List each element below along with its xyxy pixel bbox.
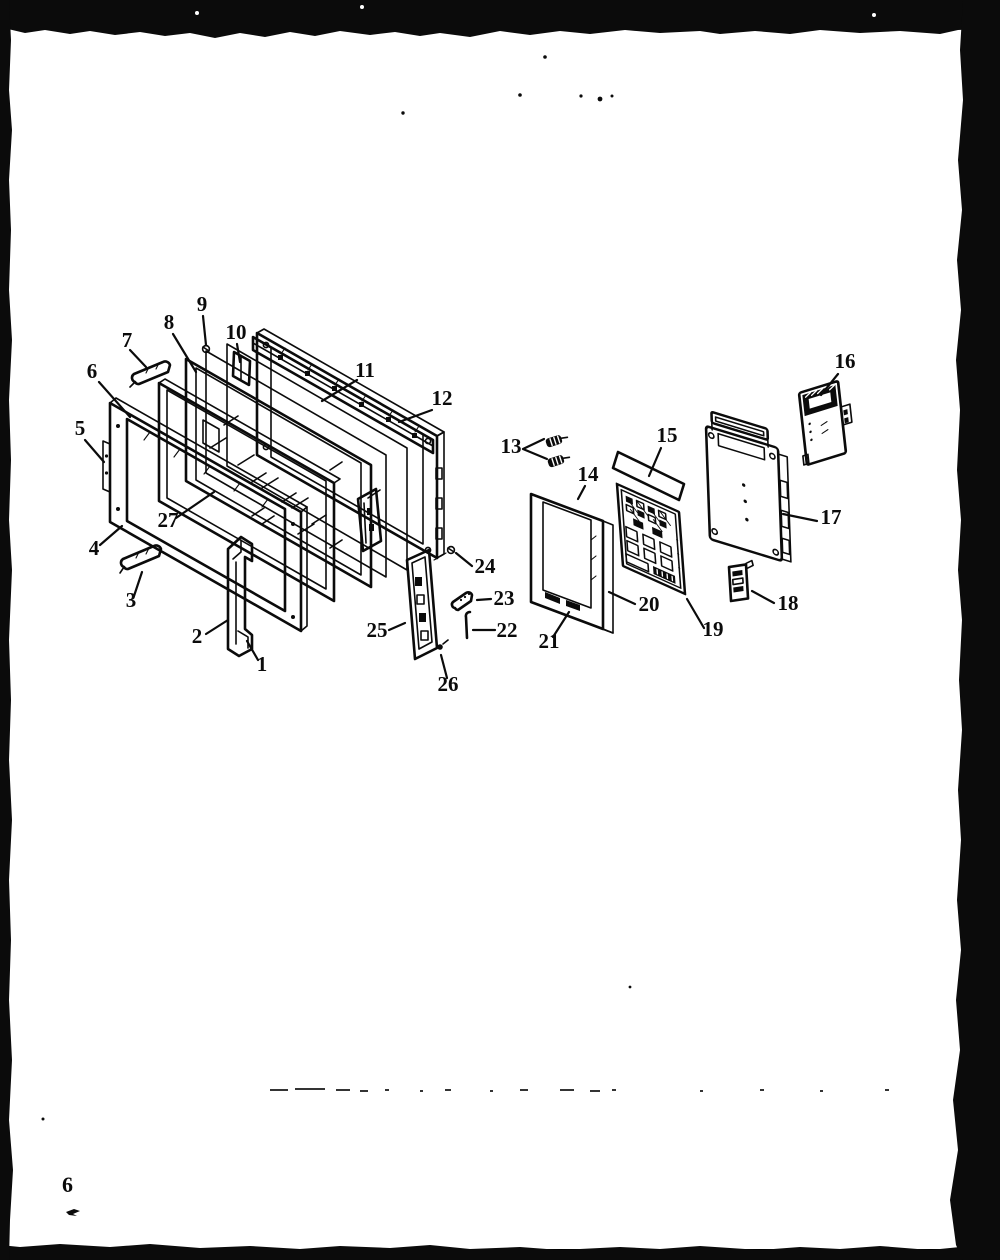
latch-strip xyxy=(407,550,437,659)
callout-16: 16 xyxy=(834,349,856,373)
scan-band-top xyxy=(0,0,1000,38)
callout-1: 1 xyxy=(256,652,268,676)
scan-white-speck xyxy=(872,13,876,17)
scan-band-right xyxy=(950,0,1000,1260)
callout-21: 21 xyxy=(538,629,560,653)
callout-6: 6 xyxy=(86,359,98,383)
door-gasket-rail xyxy=(253,337,433,453)
callout-22: 22 xyxy=(496,618,518,642)
upper-hinge-filler xyxy=(130,361,170,387)
page-number: 6 xyxy=(62,1172,73,1197)
callout-18: 18 xyxy=(777,591,799,615)
callout-11: 11 xyxy=(355,358,375,382)
terminal-clip xyxy=(729,560,755,601)
callout-23: 23 xyxy=(493,586,515,610)
control-panel-assembly xyxy=(531,378,855,633)
callout-2: 2 xyxy=(191,624,203,648)
callout-8: 8 xyxy=(163,310,175,334)
latch-pin xyxy=(466,612,470,638)
lower-hinge-filler xyxy=(120,545,161,573)
callout-25: 25 xyxy=(366,618,388,642)
faint-dotted-rule xyxy=(270,1088,889,1092)
callout-17: 17 xyxy=(820,505,842,529)
callout-26: 26 xyxy=(437,672,459,696)
page-smudge xyxy=(66,1209,80,1216)
callout-10: 10 xyxy=(225,320,247,344)
latch-screw-bottom xyxy=(437,640,448,650)
latch-spacer xyxy=(452,592,472,610)
rear-mounting-panel xyxy=(705,410,791,564)
scan-white-speck xyxy=(195,11,199,15)
scan-white-speck xyxy=(360,5,364,9)
callout-20: 20 xyxy=(638,592,660,616)
touchpad-panel xyxy=(617,484,685,594)
scan-band-bottom xyxy=(0,1244,1000,1260)
control-frame xyxy=(531,494,613,633)
scan-band-left xyxy=(0,0,13,1260)
callout-13: 13 xyxy=(500,434,522,458)
callout-4: 4 xyxy=(88,536,100,560)
mounting-screws xyxy=(545,433,571,468)
callout-24: 24 xyxy=(474,554,496,578)
callout-7: 7 xyxy=(121,328,133,352)
callout-5: 5 xyxy=(74,416,86,440)
callout-27: 27 xyxy=(157,508,179,532)
callout-14: 14 xyxy=(577,462,599,486)
callout-19: 19 xyxy=(702,617,724,641)
callout-9: 9 xyxy=(196,292,208,316)
callout-12: 12 xyxy=(431,386,453,410)
callouts xyxy=(75,292,856,696)
callout-15: 15 xyxy=(656,423,678,447)
door-assembly xyxy=(103,329,472,659)
callout-3: 3 xyxy=(125,588,137,612)
circuit-board-panel xyxy=(796,378,855,466)
handle-end-cap xyxy=(238,631,248,648)
